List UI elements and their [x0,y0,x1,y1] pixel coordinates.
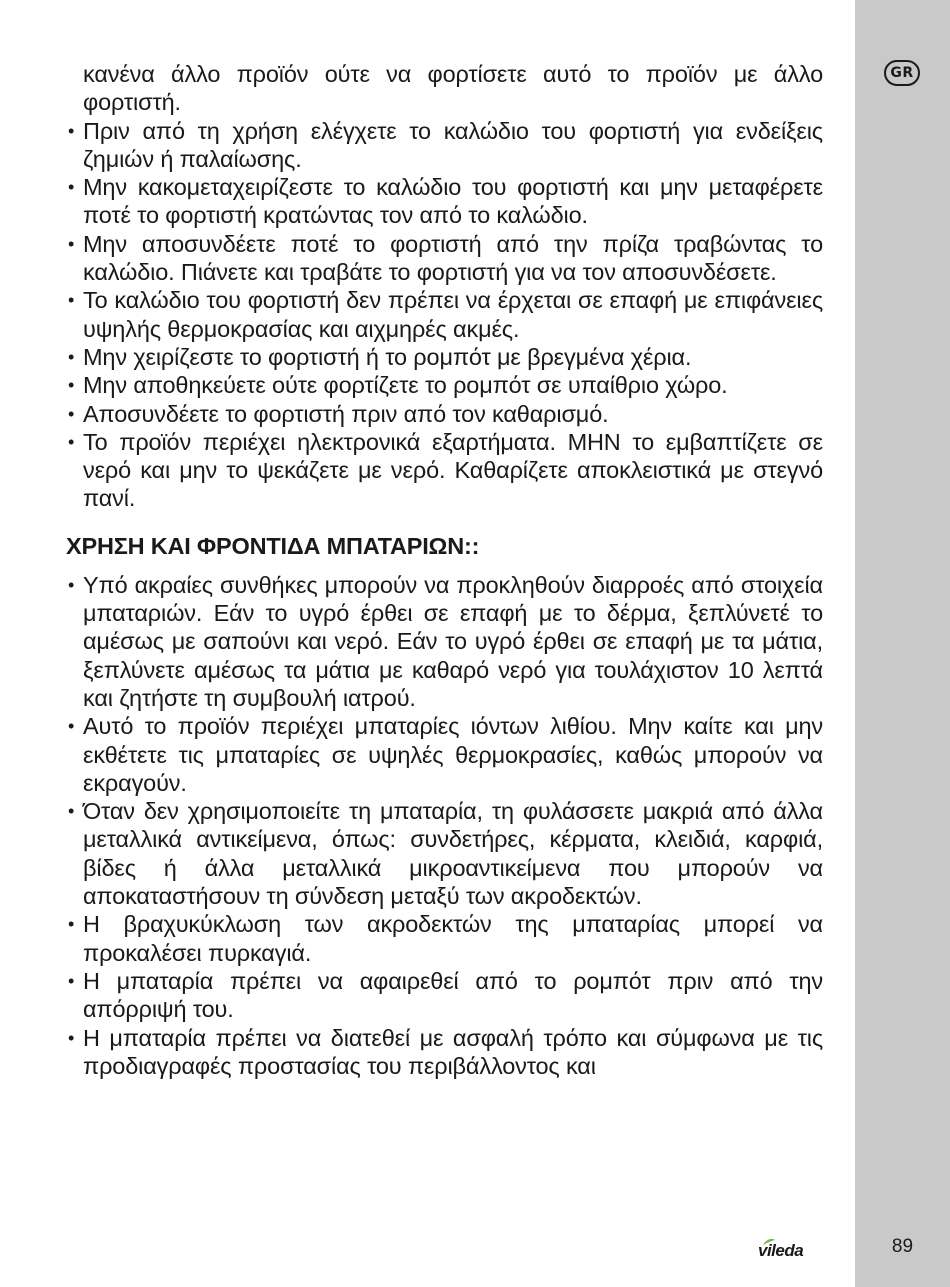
bullet-icon: • [68,375,75,396]
list-item [66,371,823,399]
section-heading: ΧΡΗΣΗ ΚΑΙ ΦΡΟΝΤΙΔΑ ΜΠΑΤΑΡΙΩΝ:: [66,532,480,559]
bullet-icon: • [68,403,75,424]
section1-list [66,60,823,513]
list-item [66,910,823,967]
language-badge: GR [884,60,920,86]
list-item [66,797,823,910]
main-content [66,60,823,1080]
list-item-text: Η βραχυκύκλωση των ακροδεκτών της μπαταρίας μπορεί να προκαλέσει πυρκαγιά. [83,911,823,966]
bullet-icon: • [68,290,75,311]
bullet-icon: • [68,970,75,991]
list-item-text: Το προϊόν περιέχει ηλεκτρονικά εξαρτήματα. ΜΗΝ το εμβαπτίζετε σε νερό και μην το ψεκάζετε με νερό. Καθαρίζετε αποκλειστικά με στεγνό πανί. [83,428,823,512]
list-item [66,286,823,343]
list-item [66,400,823,428]
vileda-logo [758,1236,826,1260]
bullet-icon: • [68,1027,75,1048]
list-item-text: Υπό ακραίες συνθήκες μπορούν να προκληθούν διαρροές από στοιχεία μπαταριών. Εάν το υγρό έρθει σε επαφή με το δέρμα, ξεπλύνετέ το αμέσως με σαπούνι και νερό. Εάν το υγρό έρθει σε επαφή με τα μάτια, ξεπλύνετε αμέσως τα μάτια με καθαρό νερό για τουλάχιστον 10 λεπτά και ζητήστε τη συμβουλή ιατρού. [83,571,823,711]
list-item [66,173,823,230]
list-item [66,60,823,117]
list-item-text: Μην αποσυνδέετε ποτέ το φορτιστή από την πρίζα τραβώντας το καλώδιο. Πιάνετε και τραβάτε το φορτιστή για να τον αποσυνδέσετε. [83,230,823,286]
list-item [66,712,823,797]
list-item [66,117,823,174]
list-item-text: Μην κακομεταχειρίζεστε το καλώδιο του φορτιστή και μην μεταφέρετε ποτέ το φορτιστή κρατώντας τον από το καλώδιο. [83,174,823,229]
bullet-icon: • [68,177,75,198]
right-sidebar [855,0,950,1287]
bullet-icon: • [68,120,75,141]
list-item-text: Πριν από τη χρήση ελέγχετε το καλώδιο του φορτιστή για ενδείξεις ζημιών ή παλαίωσης. [83,117,823,172]
bullet-icon: • [68,346,75,367]
list-item-text: Όταν δεν χρησιμοποιείτε τη μπαταρία, τη φυλάσσετε μακριά από άλλα μεταλλικά αντικείμενα, όπως: συνδετήρες, κέρματα, κλειδιά, καρφιά, βίδες ή άλλα μεταλλικά μικροαντικείμενα που μπορούν να αποκαταστήσουν τη σύνδεση μεταξύ των ακροδεκτών. [83,798,823,910]
list-item [66,428,823,513]
list-item [66,343,823,371]
list-item-text: Μην αποθηκεύετε ούτε φορτίζετε το ρομπότ σε υπαίθριο χώρο. [83,372,728,399]
bullet-icon: • [68,233,75,254]
bullet-icon: • [68,574,75,595]
list-item-text: Αυτό το προϊόν περιέχει μπαταρίες ιόντων λιθίου. Μην καίτε και μην εκθέτετε τις μπαταρίες σε υψηλές θερμοκρασίες, καθώς μπορούν να εκραγούν. [83,713,823,796]
bullet-icon: • [68,914,75,935]
list-item-text: Η μπαταρία πρέπει να αφαιρεθεί από το ρομπότ πριν από την απόρριψή του. [83,967,823,1023]
list-item [66,230,823,287]
section2-list [66,571,823,1080]
list-item [66,967,823,1024]
list-item-text: Το καλώδιο του φορτιστή δεν πρέπει να έρχεται σε επαφή με επιφάνειες υψηλής θερμοκρασίας και αιχμηρές ακμές. [83,287,823,342]
list-item-text: Μην χειρίζεστε το φορτιστή ή το ρομπότ με βρεγμένα χέρια. [83,343,692,370]
list-item [66,1024,823,1081]
list-item [66,571,823,712]
list-item-text: Αποσυνδέετε το φορτιστή πριν από τον καθαρισμό. [83,400,609,427]
list-item-text: Η μπαταρία πρέπει να διατεθεί με ασφαλή τρόπο και σύμφωνα με τις προδιαγραφές προστασίας του περιβάλλοντος και [83,1024,823,1079]
bullet-icon: • [68,801,75,822]
bullet-icon: • [68,716,75,737]
logo-wordmark: vileda [758,1241,804,1260]
page-number: 89 [891,1236,914,1257]
list-item-text: κανένα άλλο προϊόν ούτε να φορτίσετε αυτό το προϊόν με άλλο φορτιστή. [83,61,823,116]
bullet-icon: • [68,431,75,452]
